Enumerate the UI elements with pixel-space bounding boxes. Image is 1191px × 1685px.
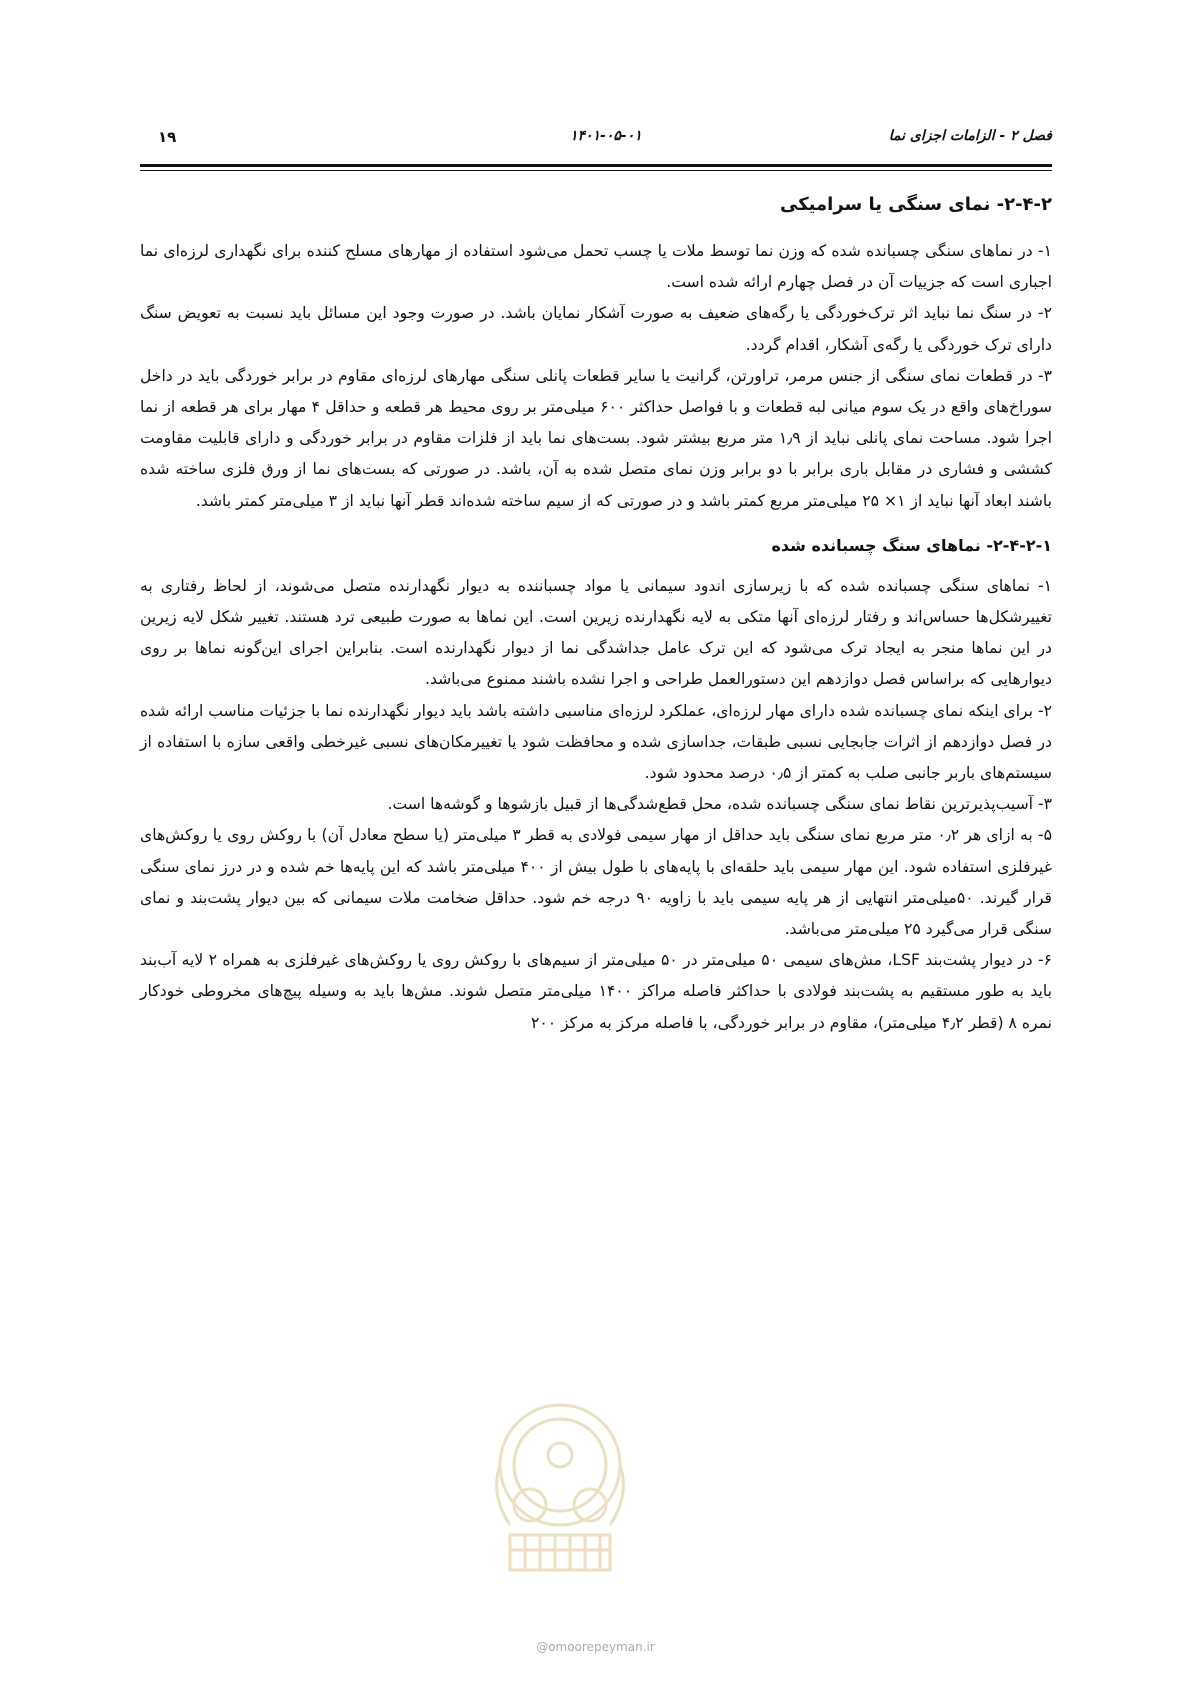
subsection-paragraph: ۲- برای اینکه نمای چسبانده شده دارای مهار لرزه‌ای، عملکرد لرزه‌ای مناسبی داشته باشد باید دیوار نگهدارنده نما با جزئیات مناسب ارائه شده در فصل دوازدهم از اثرات جابجایی نسبی طبقات، جداسازی شده و محافظت شود یا تغییرمکان‌های نسبی غیرخطی واقعی سازه با استفاده از سیستم‌های باربر جانبی صلب به کمتر از ۰٫۵ درصد محدود شود.: [140, 701, 1052, 783]
chapter-title: فصل ۲ - الزامات اجزای نما: [888, 128, 1052, 144]
subsection-paragraph: ۶- در دیوار پشت‌بند LSF، مش‌های سیمی ۵۰ میلی‌متر در ۵۰ میلی‌متر از سیم‌های با روکش روی یا روکش‌های غیرفلزی به همراه ۲ لایه آب‌بند باید به طور مستقیم به پشت‌بند فولادی با حداکثر فاصله مراکز ۱۴۰۰ میلی‌متر متصل شوند. مش‌ها باید به وسیله پیچ‌های مخروطی خودکار نمره ۸ (قطر ۴٫۲ میلی‌متر)، مقاوم در برابر خوردگی، با فاصله مرکز به مرکز ۲۰۰: [140, 951, 1052, 1032]
section-heading: ۲-۴-۲- نمای سنگی یا سرامیکی: [779, 194, 1052, 215]
page-number: ۱۹: [158, 128, 177, 146]
subsection-paragraph: ۳- آسیب‌پذیرترین نقاط نمای سنگی چسبانده شده، محل قطع‌شدگی‌ها از قبیل بازشوها و گوشه‌ها است.: [387, 795, 1052, 814]
subsection-heading: ۲-۴-۲-۱- نماهای سنگ چسبانده شده: [771, 535, 1052, 555]
subsection-paragraph: ۱- نماهای سنگی چسبانده شده که با زیرسازی اندود سیمانی یا مواد چسباننده به دیوار نگهدارنده متصل می‌شوند، از لحاظ رفتاری به تغییرشکل‌ها حساس‌اند و رفتار لرزه‌ای آنها متکی به لایه نگهدارنده زیرین است. این نماها به صورت طبیعی ترد هستند. تغییر شکل لایه زیرین در این نماها منجر به ایجاد ترک می‌شود که این ترک عامل جداشدگی نما از دیوار نگهدارنده است. بنابراین اجرای این‌گونه نماها بر روی دیوارهایی که براساس فصل دوازدهم این دستورالعمل طراحی و اجرا نشده باشند ممنوع می‌باشد.: [140, 576, 1052, 689]
section-paragraph: ۳- در قطعات نمای سنگی از جنس مرمر، تراورتن، گرانیت یا سایر قطعات پانلی سنگی مهارهای لرزه‌ای مقاوم در برابر خوردگی باید در داخل سوراخ‌های واقع در یک سوم میانی لبه قطعات و با فواصل حداکثر ۶۰۰ میلی‌متر بر روی محیط هر قطعه و حداقل ۴ مهار برای هر قطعه از نما اجرا شود. مساحت نمای پانلی نباید از ۱٫۹ متر مربع بیشتر شود. بست‌های نما باید از فلزات مقاوم در برابر خوردگی و دارای قابلیت مقاومت کششی و فشاری در مقابل باری برابر با دو برابر وزن نمای متصل شده به آن، باشد. در صورتی که بست‌های نما از ورق فلزی ساخته شده باشند ابعاد آنها نباید از ۱× ۲۵ میلی‌متر مربع کمتر باشد و در صورتی که از سیم ساخته شده‌اند قطر آنها نباید از ۳ میلی‌متر کمتر باشد.: [140, 366, 1052, 510]
watermark-seal-icon: [470, 1385, 650, 1585]
page-content: [140, 188, 1052, 1039]
header-rule-thick: [140, 164, 1052, 167]
watermark-url: @omoorepeyman.ir: [536, 1640, 655, 1654]
header-rule-thin: [140, 170, 1052, 171]
header-date: ۱۴۰۱-۰۵-۰۱: [570, 128, 642, 144]
section-paragraph: ۲- در سنگ نما نباید اثر ترک‌خوردگی یا رگه‌های ضعیف به صورت آشکار نمایان باشد. در صورت وجود این مسائل باید نسبت به تعویض سنگ دارای ترک خوردگی یا رگه‌ی آشکار، اقدام گردد.: [140, 304, 1052, 354]
page-header: [140, 128, 1052, 152]
section-paragraph: ۱- در نماهای سنگی چسبانده شده که وزن نما توسط ملات یا چسب تحمل می‌شود استفاده از مهارهای مسلح کننده برای نگهداری لرزه‌ای نما اجباری است که جزییات آن در فصل چهارم ارائه شده است.: [140, 242, 1052, 292]
subsection-paragraph: ۵- به ازای هر ۰٫۲ متر مربع نمای سنگی باید حداقل از مهار سیمی فولادی به قطر ۳ میلی‌متر (یا سطح معادل آن) با روکش روی یا روکش‌های غیرفلزی استفاده شود. این مهار سیمی باید حلقه‌ای با پایه‌های با طول بیش از ۴۰۰ میلی‌متر باشد که این پایه‌ها خم شده و در درز نمای سنگی قرار گیرند. ۵۰میلی‌متر انتهایی از هر پایه سیمی باید با زاویه ۹۰ درجه خم شود. حداقل ضخامت ملات سیمانی که بین دیوار پشت‌بند و نمای سنگی قرار می‌گیرد ۲۵ میلی‌متر می‌باشد.: [140, 826, 1052, 939]
